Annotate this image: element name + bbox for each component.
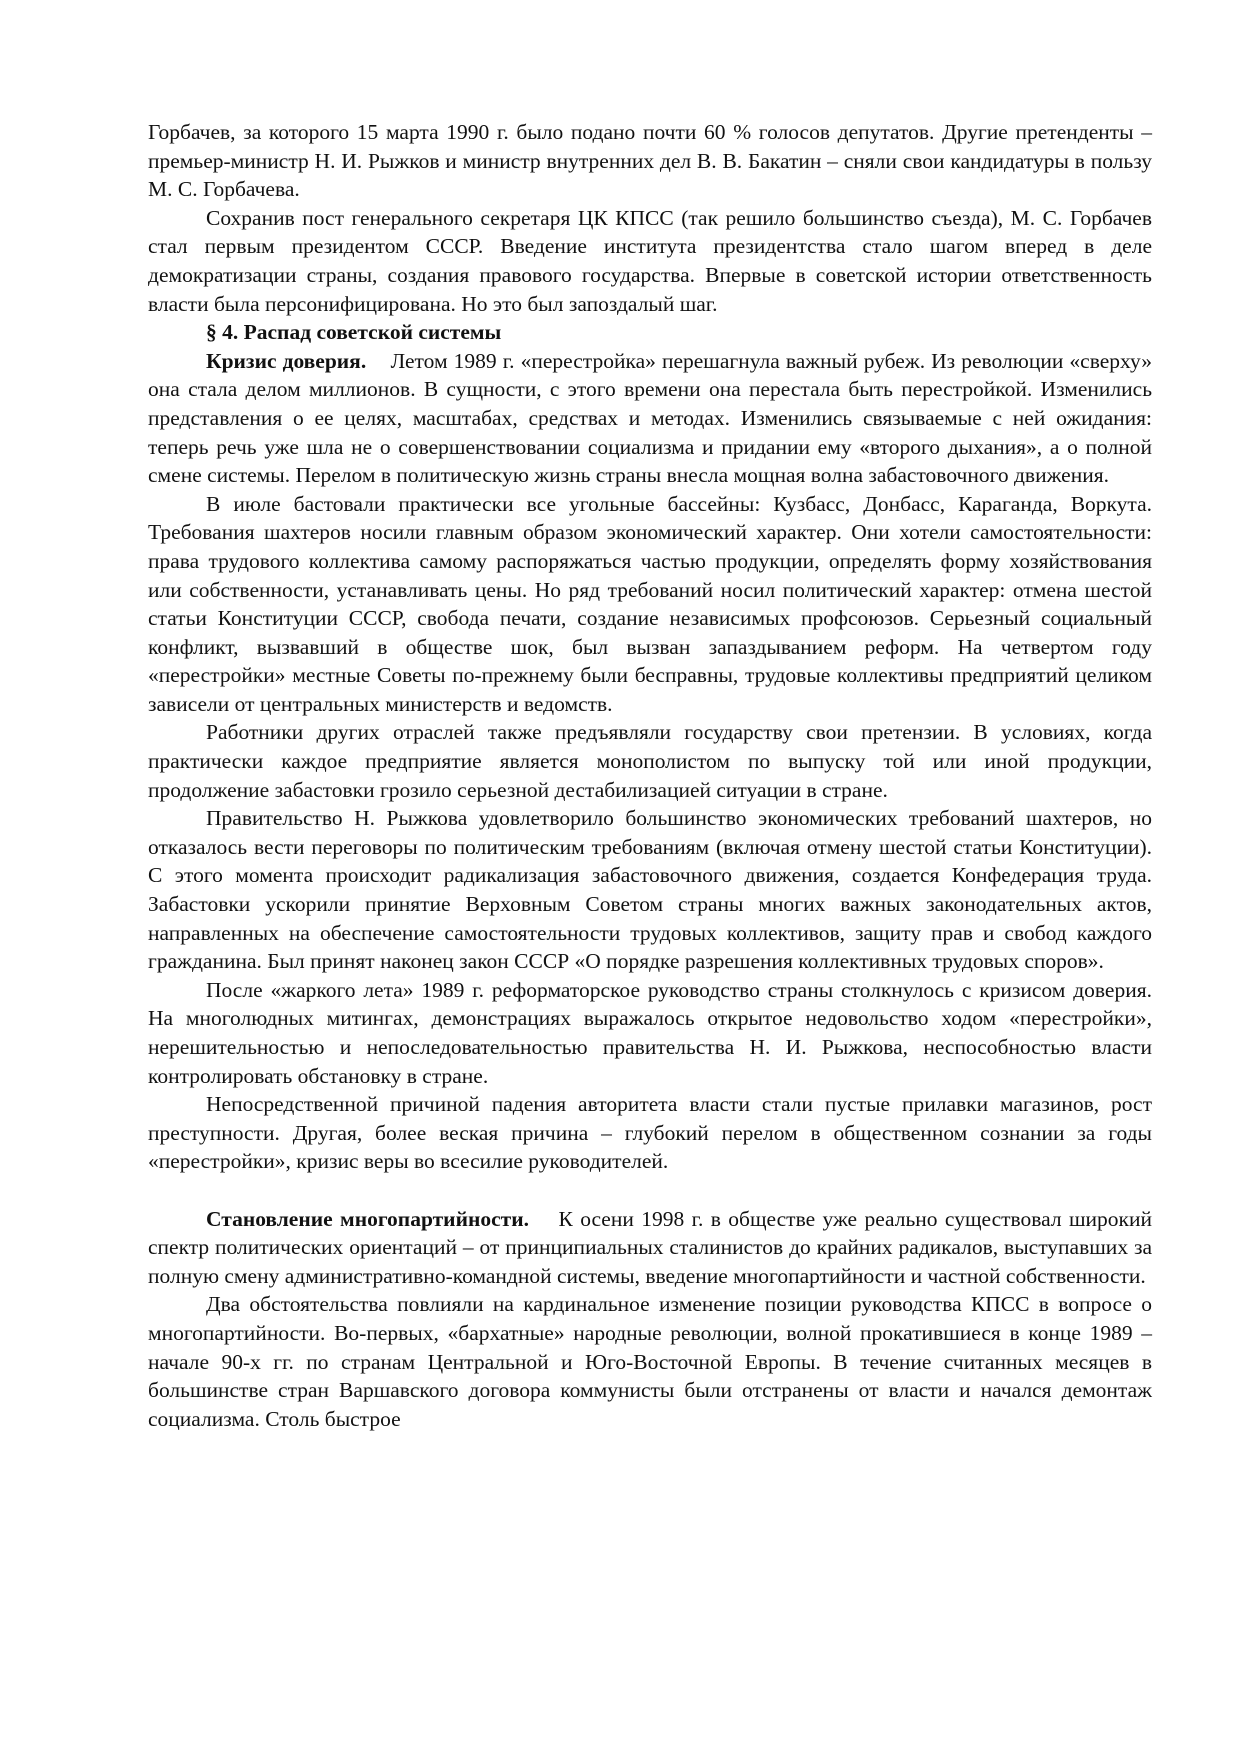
paragraph-strikes: В июле бастовали практически все угольные бассейны: Кузбасс, Донбасс, Караганда, Воркута. Требования шахтеров носили главным образом экономический характер. Они хотели самостоятельности: права трудового коллектива самому распоряжаться частью продукции, определять форму хозяйствования или собственности, устанавливать цены. Но ряд требований носил политический характер: отмена шестой статьи Конституции СССР, свобода печати, создание независимых профсоюзов. Серьезный социальный конфликт, вызвавший в обществе шок, был вызван запаздыванием реформ. На четвертом году «перестройки» местные Советы по-прежнему были бесправны, трудовые коллективы предприятий целиком зависели от центральных министерств и ведомств. — [148, 491, 1152, 716]
paragraph-lead: Кризис доверия. — [206, 348, 367, 373]
blank-line — [148, 1176, 1152, 1205]
paragraph-hot-summer: После «жаркого лета» 1989 г. реформаторское руководство страны столкнулось с кризисом доверия. На многолюдных митингах, демонстрациях выражалось открытое недовольство ходом «перестройки», нерешительностью и непоследовательностью правительства Н. И. Рыжкова, неспособностью власти контролировать обстановку в стране. — [148, 977, 1152, 1088]
paragraph-multiparty — [148, 1205, 1152, 1291]
paragraph-body: Летом 1989 г. «перестройка» перешагнула важный рубеж. Из революции «сверху» она стала делом миллионов. В сущности, с этого времени она перестала быть перестройкой. Изменились представления о ее целях, масштабах, средствах и методах. Изменились связываемые с ней ожидания: теперь речь уже шла не о совершенствовании социализма и придании ему «второго дыхания», а о полной смене системы. Перелом в политическую жизнь страны внесла мощная волна забастовочного движения. — [148, 348, 1153, 488]
document-page — [148, 118, 1152, 1433]
paragraph-other-industries: Работники других отраслей также предъявляли государству свои претензии. В условиях, когда практически каждое предприятие является монополистом по выпуску той или иной продукции, продолжение забастовки грозило серьезной дестабилизацией ситуации в стране. — [148, 720, 1152, 802]
paragraph-authority-fall: Непосредственной причиной падения авторитета власти стали пустые прилавки магазинов, рост преступности. Другая, более веская причина – глубокий перелом в общественном сознании за годы «перестройки», кризис веры во всесилие руководителей. — [148, 1092, 1152, 1174]
paragraph-body: К осени 1998 г. в обществе уже реально существовал широкий спектр политических ориентаций – от принципиальных сталинистов до крайних радикалов, выступавших за полную смену административно-командной системы, введение многопартийности и частной собственности. — [148, 1206, 1153, 1288]
paragraph-crisis-of-trust — [148, 347, 1152, 490]
paragraph-lead: Становление многопартийности. — [206, 1206, 529, 1231]
paragraph-presidency: Сохранив пост генерального секретаря ЦК КПСС (так решило большинство съезда), М. С. Горбачев стал первым президентом СССР. Введение института президентства стало шагом вперед в деле демократизации страны, создания правового государства. Впервые в советской истории ответственность власти была персонифицирована. Но это был запоздалый шаг. — [148, 205, 1152, 316]
paragraph-two-circumstances: Два обстоятельства повлияли на кардинальное изменение позиции руководства КПСС в вопросе о многопартийности. Во-первых, «бархатные» народные революции, волной прокатившиеся в конце 1989 – начале 90-х гг. по странам Центральной и Юго-Восточной Европы. В течение считанных месяцев в большинстве стран Варшавского договора коммунисты были отстранены от власти и начался демонтаж социализма. Столь быстрое — [148, 1292, 1152, 1431]
paragraph-government-response: Правительство Н. Рыжкова удовлетворило большинство экономических требований шахтеров, но отказалось вести переговоры по политическим требованиям (включая отмену шестой статьи Конституции). С этого момента происходит радикализация забастовочного движения, создается Конфедерация труда. Забастовки ускорили принятие Верховным Советом страны многих важных законодательных актов, направленных на обеспечение самостоятельности трудовых коллективов, защиту прав и свобод каждого гражданина. Был принят наконец закон СССР «О порядке разрешения коллективных трудовых споров». — [148, 806, 1152, 974]
paragraph-continuation: Горбачев, за которого 15 марта 1990 г. было подано почти 60 % голосов депутатов. Другие претенденты – премьер-министр Н. И. Рыжков и министр внутренних дел В. В. Бакатин – сняли свои кандидатуры в пользу М. С. Горбачева. — [148, 120, 1152, 202]
section-heading: § 4. Распад советской системы — [206, 320, 502, 345]
